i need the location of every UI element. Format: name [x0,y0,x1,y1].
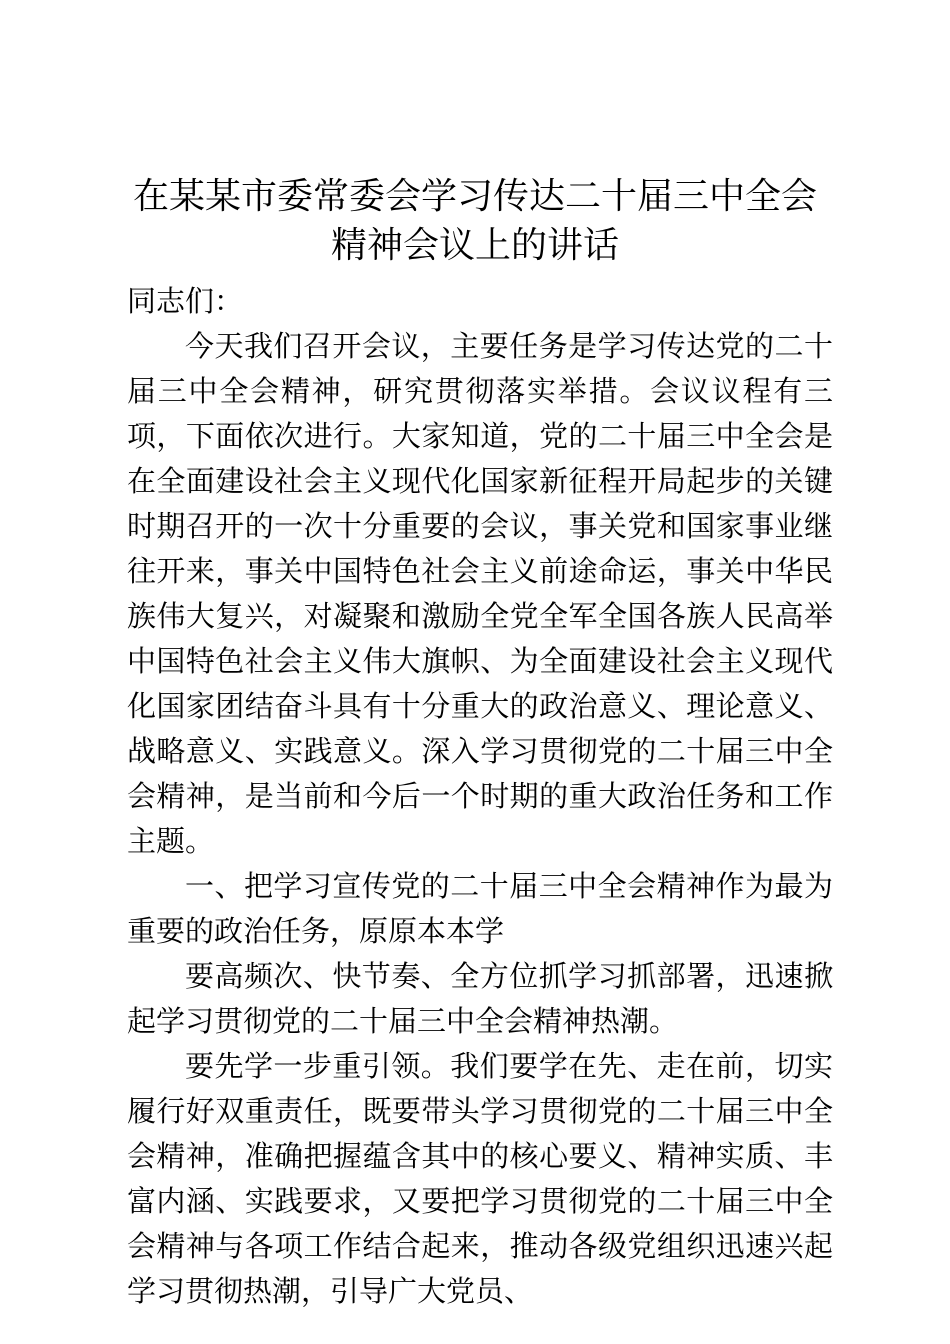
document-body [127,279,833,1314]
section-heading-one: 一、把学习宣传党的二十届三中全会精神作为最为重要的政治任务，原原本本学 [127,869,833,948]
document-title: 在某某市委常委会学习传达二十届三中全会精神会议上的讲话 [132,176,817,266]
paragraph-intro: 今天我们召开会议，主要任务是学习传达党的二十届三中全会精神，研究贯彻落实举措。会议议程有三项，下面依次进行。大家知道，党的二十届三中全会是在全面建设社会主义现代化国家新征程开局起步的关键时期召开的一次十分重要的会议，事关党和国家事业继往开来，事关中国特色社会主义前途命运，事关中华民族伟大复兴，对凝聚和激励全党全军全国各族人民高举中国特色社会主义伟大旗帜、为全面建设社会主义现代化国家团结奋斗具有十分重大的政治意义、理论意义、战略意义、实践意义。深入学习贯彻党的二十届三中全会精神，是当前和今后一个时期的重大政治任务和工作主题。 [127,329,833,858]
salutation: 同志们： [127,284,244,318]
paragraph-study-deploy: 要高频次、快节奏、全方位抓学习抓部署，迅速掀起学习贯彻党的二十届三中全会精神热潮。 [127,959,833,1038]
paragraph-lead-study: 要先学一步重引领。我们要学在先、走在前，切实履行好双重责任，既要带头学习贯彻党的二十届三中全会精神，准确把握蕴含其中的核心要义、精神实质、丰富内涵、实践要求，又要把学习贯彻党的二十届三中全会精神与各项工作结合起来，推动各级党组织迅速兴起学习贯彻热潮，引导广大党员、 [127,1049,833,1308]
